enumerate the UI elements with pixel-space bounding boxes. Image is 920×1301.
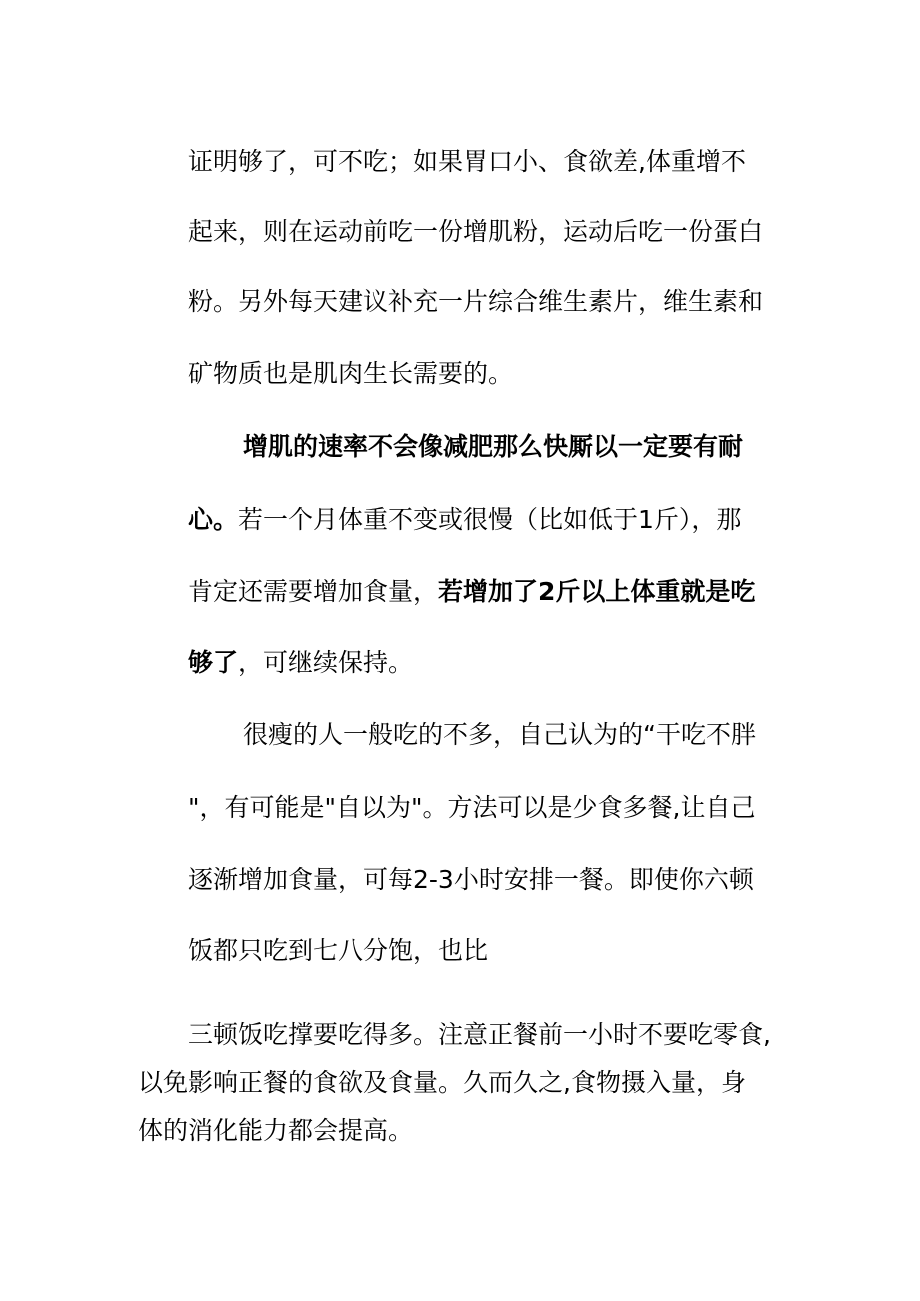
- text-line: 逐渐增加食量，可每2-3小时安排一餐。即使你六顿: [188, 865, 754, 894]
- bold-text: 心。: [188, 505, 239, 534]
- text-line: "，有可能是"自以为"。方法可以是少食多餐,让自己: [188, 793, 756, 822]
- text-line: 粉。另外每天建议补充一片综合维生素片，维生素和: [188, 287, 764, 316]
- text-line: 三顿饭吃撑要吃得多。注意正餐前一小时不要吃零食,: [188, 1020, 771, 1049]
- text-line: 饭都只吃到七八分饱，也比: [188, 936, 489, 965]
- text-line: 以免影响正餐的食欲及食量。久而久之,食物摄入量，身: [138, 1068, 746, 1097]
- bold-text: 若增加了2斤以上体重就是吃: [438, 577, 756, 606]
- text-line: 很瘦的人一般吃的不多，自己认为的“干吃不胖: [243, 720, 756, 749]
- text-line: 体的消化能力都会提高。: [138, 1116, 414, 1145]
- bold-text-line: 增肌的速率不会像减肥那么快厮以一定要有耐: [243, 432, 744, 461]
- text: 肯定还需要增加食量，: [188, 577, 439, 606]
- text-line: [188, 503, 741, 537]
- text-line: 起来，则在运动前吃一份增肌粉，运动后吃一份蛋白: [188, 217, 764, 246]
- text-line: 证明够了，可不吃；如果胃口小、食欲差,体重增不: [188, 147, 746, 176]
- text-line: [188, 575, 755, 609]
- text: 若一个月体重不变或很慢（比如低于1斤），那: [238, 505, 742, 534]
- text: ，可继续保持。: [238, 648, 414, 677]
- text-line: [188, 646, 413, 680]
- bold-text: 够了: [188, 648, 239, 677]
- text-line: 矿物质也是肌肉生长需要的。: [188, 359, 514, 388]
